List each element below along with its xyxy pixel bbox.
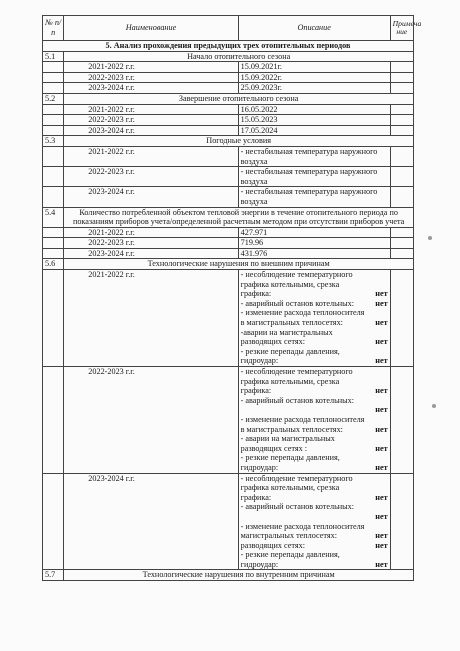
text-line: графика: нет (240, 492, 388, 502)
period-label: 2022-2023 г.г. (64, 167, 238, 187)
text-line: - аварийный останов котельных: нет (240, 298, 388, 308)
table-row (43, 187, 414, 207)
table-row (43, 367, 414, 474)
text-line: - аварийный останов котельных: (240, 395, 355, 405)
table-row (43, 83, 414, 94)
header-note: Примеча ние (390, 16, 413, 41)
period-label: 2023-2024 г.г. (64, 473, 238, 570)
text-line: нет (375, 405, 388, 415)
text-line: гидроудар: нет (240, 462, 388, 472)
table-row (43, 72, 414, 83)
text-line: - аварии на магистральных (240, 434, 335, 444)
subsection-number: 5.1 (43, 51, 64, 62)
table-row (43, 270, 414, 367)
period-label: 2023-2024 г.г. (64, 83, 238, 94)
subsection-title: Количество потребленной объектом тепловой энергии в течение отопительного периода по показаниям приборов учета/определенной расчетным методом при отсутствии приборов учета (64, 207, 414, 227)
table-row (43, 248, 414, 259)
text-line: - изменение расхода теплоносителя (240, 414, 365, 424)
table-header-row (43, 16, 414, 41)
subsection-number: 5.3 (43, 136, 64, 147)
period-value: 15.05.2023 (238, 115, 390, 126)
violations-cell (238, 473, 390, 570)
table-row (43, 238, 414, 249)
text-line: - несоблюдение температурного (240, 473, 353, 483)
text-line: нет (375, 511, 388, 521)
table-row (43, 125, 414, 136)
section-title: 5. Анализ прохождения предыдущих трех отопительных периодов (43, 41, 414, 52)
text-line: в магистральных теплосетях: нет (240, 424, 388, 434)
subsection-title: Технологические нарушения по внутренним причинам (64, 570, 414, 581)
header-name: Наименование (64, 16, 238, 41)
period-label: 2023-2024 г.г. (64, 187, 238, 207)
text-line: магистральных теплосетях: нет (240, 531, 388, 541)
table-row (43, 62, 414, 73)
period-value: 719.96 (238, 238, 390, 249)
period-value: - нестабильная температура наружного воздуха (238, 187, 390, 207)
text-line: графика: нет (240, 386, 388, 396)
subsection-row (43, 570, 414, 581)
violations-cell (238, 270, 390, 367)
subsection-title: Начало отопительного сезона (64, 51, 414, 62)
scan-speck (428, 236, 432, 240)
table-row (43, 146, 414, 166)
period-value: 17.05.2024 (238, 125, 390, 136)
subsection-row (43, 259, 414, 270)
text-line: разводящих сетях : нет (240, 443, 388, 453)
text-line: - резкие перепады давления, (240, 346, 340, 356)
table-row (43, 227, 414, 238)
subsection-row (43, 93, 414, 104)
text-line: - несоблюдение температурного (240, 367, 353, 376)
text-line: -аварии на магистральных (240, 327, 333, 337)
table-row (43, 167, 414, 187)
subsection-row (43, 207, 414, 227)
text-line: разводящих сетях: нет (240, 540, 388, 550)
table-row (43, 115, 414, 126)
text-line: гидроудар: нет (240, 559, 388, 569)
text-line: - резкие перепады давления, (240, 453, 340, 463)
table-row (43, 104, 414, 115)
subsection-row (43, 51, 414, 62)
period-value: - нестабильная температура наружного воздуха (238, 146, 390, 166)
text-line: графика котельными, срезка (240, 279, 340, 289)
subsection-number: 5.7 (43, 570, 64, 581)
period-label: 2021-2022 г.г. (64, 62, 238, 73)
section-title-row (43, 41, 414, 52)
period-value: - нестабильная температура наружного воздуха (238, 167, 390, 187)
text-line: графика: нет (240, 289, 388, 299)
subsection-number: 5.2 (43, 93, 64, 104)
period-label: 2021-2022 г.г. (64, 227, 238, 238)
text-line: гидроудар: нет (240, 356, 388, 366)
period-value: 25.09.2023г. (238, 83, 390, 94)
text-line: - несоблюдение температурного (240, 270, 353, 280)
text-line: - изменение расхода теплоносителя (240, 521, 365, 531)
period-label: 2023-2024 г.г. (64, 125, 238, 136)
violations-cell (238, 367, 390, 474)
subsection-title: Завершение отопительного сезона (64, 93, 414, 104)
header-number: № п/п (43, 16, 64, 41)
text-line: - аварийный останов котельных: (240, 502, 355, 512)
subsection-title: Погодные условия (64, 136, 414, 147)
subsection-number: 5.6 (43, 259, 64, 270)
period-value: 427.971 (238, 227, 390, 238)
period-label: 2021-2022 г.г. (64, 146, 238, 166)
period-label: 2022-2023 г.г. (64, 238, 238, 249)
period-value: 16.05.2022 (238, 104, 390, 115)
period-label: 2022-2023 г.г. (64, 72, 238, 83)
heating-season-table (42, 15, 422, 581)
period-label: 2023-2024 г.г. (64, 248, 238, 259)
period-value: 431.976 (238, 248, 390, 259)
text-line: - изменение расхода теплоносителя (240, 308, 365, 318)
text-line: - резкие перепады давления, (240, 550, 340, 560)
text-line: графика котельными, срезка (240, 376, 340, 386)
subsection-row (43, 136, 414, 147)
subsection-title: Технологические нарушения по внешним причинам (64, 259, 414, 270)
period-label: 2021-2022 г.г. (64, 270, 238, 367)
period-label: 2022-2023 г.г. (64, 115, 238, 126)
text-line: разводящих сетях: нет (240, 337, 388, 347)
text-line: графика котельными, срезка (240, 483, 340, 493)
period-label: 2022-2023 г.г. (64, 367, 238, 474)
subsection-number: 5.4 (43, 207, 64, 227)
scan-speck (432, 404, 436, 408)
table-row (43, 473, 414, 570)
period-value: 15.09.2021г. (238, 62, 390, 73)
header-description: Описание (238, 16, 390, 41)
period-label: 2021-2022 г.г. (64, 104, 238, 115)
text-line: в магистральных теплосетях: нет (240, 318, 388, 328)
period-value: 15.09.2022г. (238, 72, 390, 83)
